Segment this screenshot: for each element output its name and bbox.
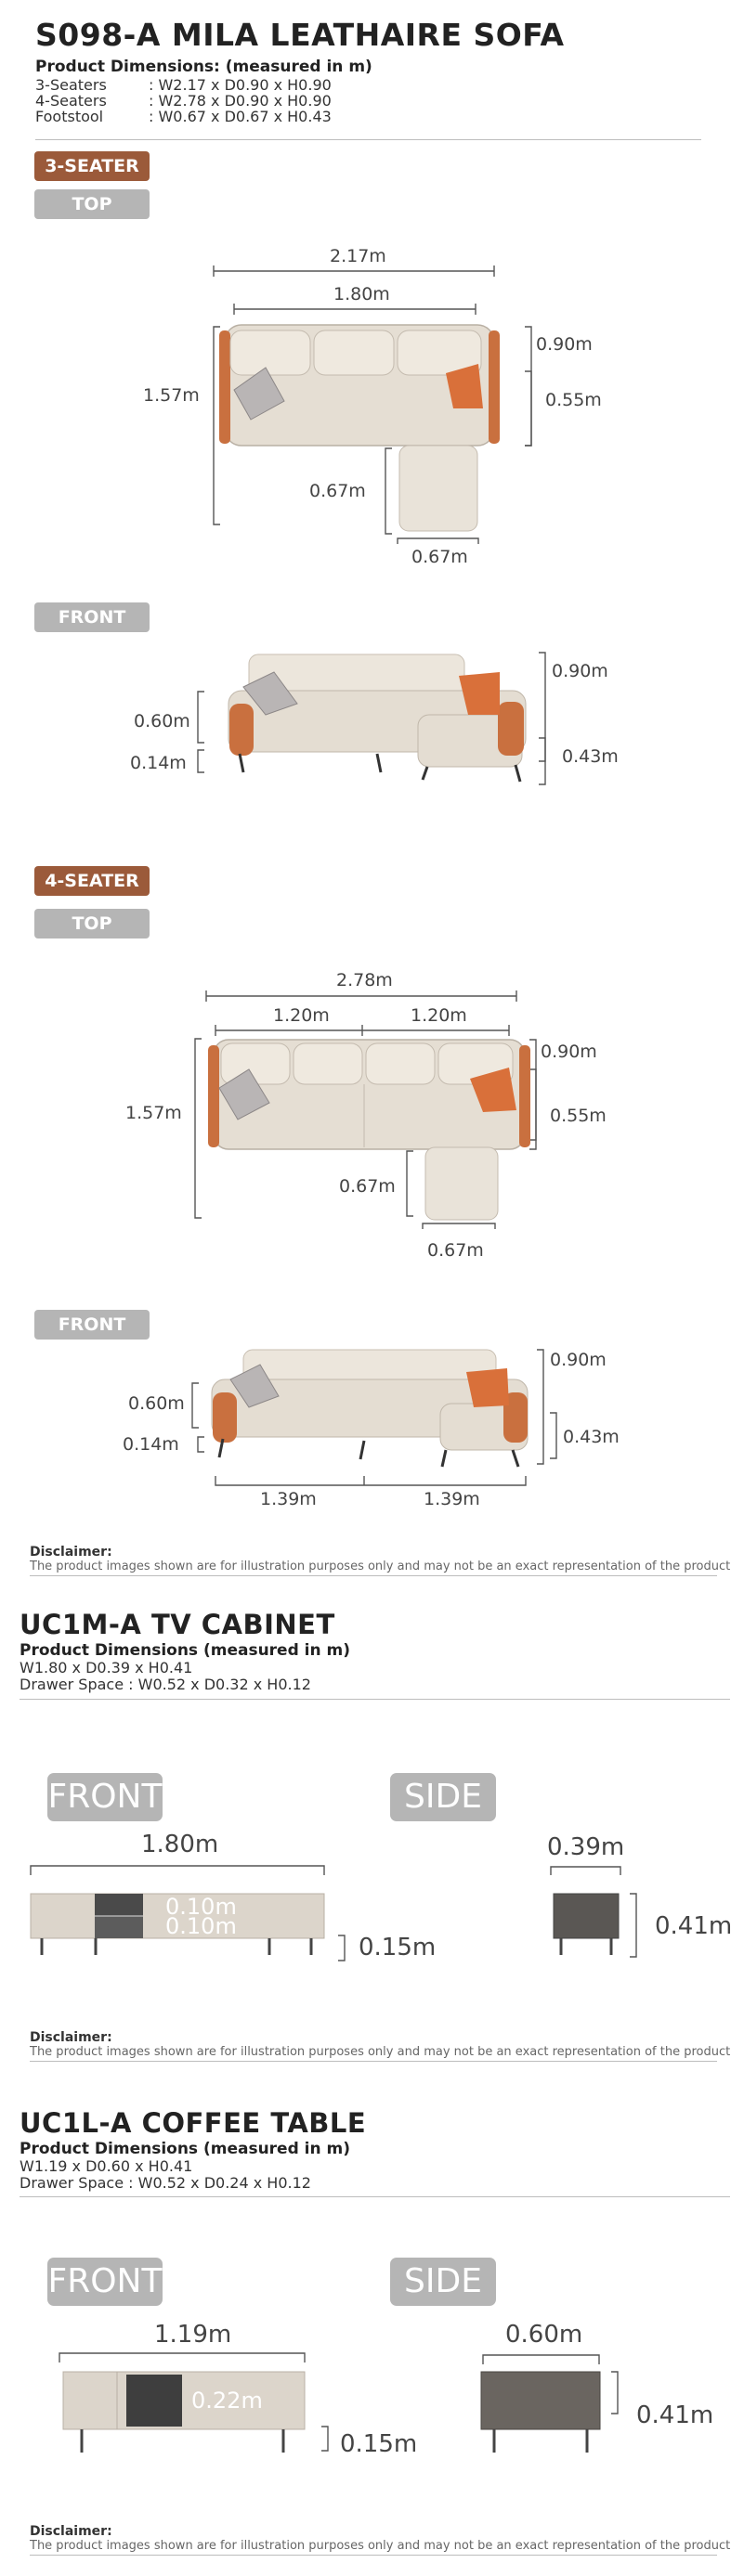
coffee-title: UC1L-A COFFEE TABLE bbox=[20, 2107, 367, 2139]
spec-value: : W2.78 x D0.90 x H0.90 bbox=[149, 92, 332, 110]
view-top-label: TOP bbox=[34, 909, 150, 938]
dim-inner-width: 1.80m bbox=[333, 284, 390, 304]
dim-coffee-height: 0.41m bbox=[636, 2401, 714, 2429]
view-front-label: FRONT bbox=[47, 1773, 163, 1821]
disclaimer-heading: Disclaimer: bbox=[30, 1545, 112, 1560]
view-front-label: FRONT bbox=[47, 2258, 163, 2306]
view-side-label: SIDE bbox=[390, 2258, 496, 2306]
tv-spec: Drawer Space : W0.52 x D0.32 x H0.12 bbox=[20, 1676, 311, 1693]
dim-stool-depth: 0.67m bbox=[309, 481, 366, 501]
dim-tv-height: 0.41m bbox=[655, 1912, 733, 1940]
dim-leg-height: 0.14m bbox=[123, 1434, 179, 1455]
dim-leg-height: 0.14m bbox=[130, 753, 187, 773]
spec-value: : W0.67 x D0.67 x H0.43 bbox=[149, 108, 332, 125]
dim-seat-height: 0.43m bbox=[562, 746, 619, 767]
tv-spec: W1.80 x D0.39 x H0.41 bbox=[20, 1659, 193, 1676]
dim-arm-height: 0.60m bbox=[134, 711, 190, 731]
disclaimer-heading: Disclaimer: bbox=[30, 2030, 112, 2045]
dim-stool-width: 0.67m bbox=[427, 1240, 484, 1261]
dim-arm-height: 0.60m bbox=[128, 1393, 185, 1414]
coffee-dims-heading: Product Dimensions (measured in m) bbox=[20, 2140, 351, 2158]
dim-seg-right: 1.20m bbox=[411, 1005, 467, 1026]
spec-label: 4-Seaters bbox=[35, 92, 107, 110]
dim-seg-left: 1.20m bbox=[273, 1005, 330, 1026]
view-side-label: SIDE bbox=[390, 1773, 496, 1821]
spec-label: Footstool bbox=[35, 108, 104, 125]
dim-seat-height: 0.43m bbox=[563, 1427, 620, 1447]
view-top-label: TOP bbox=[34, 189, 150, 219]
dim-drawer-b: 0.10m bbox=[165, 1913, 237, 1939]
view-front-label: FRONT bbox=[34, 1310, 150, 1340]
view-front-label: FRONT bbox=[34, 602, 150, 632]
dim-leg: 0.15m bbox=[359, 1934, 437, 1961]
sofa-dims-heading: Product Dimensions: (measured in m) bbox=[35, 58, 372, 76]
dim-leg: 0.15m bbox=[340, 2430, 418, 2458]
dim-height: 0.90m bbox=[552, 661, 608, 681]
dim-tv-depth: 0.39m bbox=[547, 1833, 625, 1861]
dim-stool-depth: 0.67m bbox=[339, 1176, 396, 1197]
dim-bottom-left: 1.39m bbox=[260, 1489, 317, 1509]
spec-value: : W2.17 x D0.90 x H0.90 bbox=[149, 76, 332, 94]
dim-overall-width: 2.78m bbox=[336, 970, 393, 990]
dim-tv-width: 1.80m bbox=[141, 1831, 219, 1858]
dim-stool-width: 0.67m bbox=[411, 547, 468, 567]
dim-coffee-width: 1.19m bbox=[154, 2321, 232, 2349]
coffee-spec: Drawer Space : W0.52 x D0.24 x H0.12 bbox=[20, 2174, 311, 2192]
spec-label: 3-Seaters bbox=[35, 76, 107, 94]
dim-depth: 0.90m bbox=[541, 1042, 597, 1062]
dim-drawer: 0.22m bbox=[191, 2388, 263, 2414]
dim-total-depth: 1.57m bbox=[125, 1103, 182, 1123]
tv-dims-heading: Product Dimensions (measured in m) bbox=[20, 1641, 351, 1660]
disclaimer-heading: Disclaimer: bbox=[30, 2524, 112, 2539]
dim-total-depth: 1.57m bbox=[143, 385, 200, 406]
dim-depth: 0.90m bbox=[536, 334, 593, 355]
sofa-title: S098-A MILA LEATHAIRE SOFA bbox=[35, 17, 565, 53]
coffee-spec: W1.19 x D0.60 x H0.41 bbox=[20, 2157, 193, 2175]
dim-seat-depth: 0.55m bbox=[545, 390, 602, 410]
dim-height: 0.90m bbox=[550, 1350, 607, 1370]
disclaimer-text: The product images shown are for illustration purposes only and may not be an exact representation of the product bbox=[30, 2045, 731, 2059]
badge-4-seater: 4-SEATER bbox=[34, 866, 150, 896]
dim-bottom-right: 1.39m bbox=[424, 1489, 480, 1509]
disclaimer-text: The product images shown are for illustration purposes only and may not be an exact representation of the product bbox=[30, 1560, 731, 1573]
divider bbox=[30, 2555, 717, 2556]
dim-overall-width: 2.17m bbox=[330, 246, 386, 266]
tv-title: UC1M-A TV CABINET bbox=[20, 1609, 335, 1640]
dim-drawer-a: 0.10m bbox=[165, 1894, 237, 1920]
dim-seat-depth: 0.55m bbox=[550, 1106, 607, 1126]
disclaimer-text: The product images shown are for illustration purposes only and may not be an exact representation of the product bbox=[30, 2539, 731, 2553]
dim-coffee-depth: 0.60m bbox=[505, 2321, 583, 2349]
badge-3-seater: 3-SEATER bbox=[34, 151, 150, 181]
